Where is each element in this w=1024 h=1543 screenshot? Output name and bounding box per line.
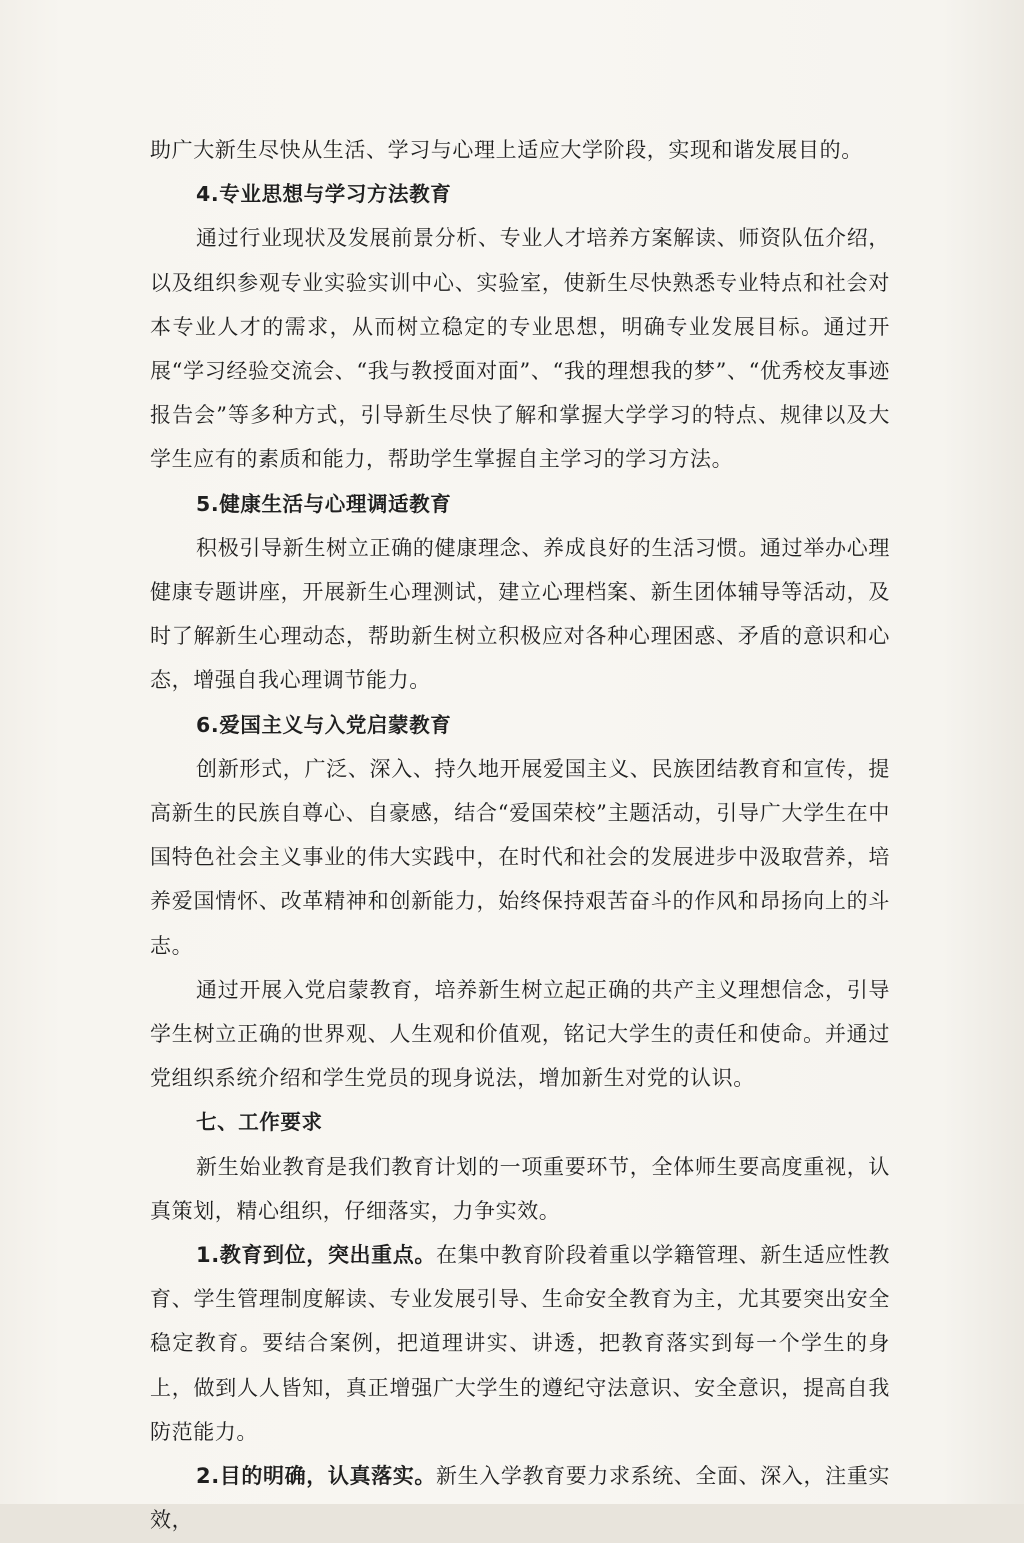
requirement-2-text: 新生入学教育要力求系统、全面、深入，注重实效， [150,1464,890,1533]
paragraph-requirement-1 [150,1233,890,1454]
section-heading-5: 5.健康生活与心理调适教育 [196,491,452,516]
requirement-1-text: 在集中教育阶段着重以学籍管理、新生适应性教育、学生管理制度解读、专业发展引导、生命安全教育为主，尤其要突出安全稳定教育。要结合案例，把道理讲实、讲透，把教育落实到每一个学生的身上，做到人人皆知，真正增强广大学生的遵纪守法意识、安全意识，提高自我防范能力。 [150,1243,890,1444]
document-body [150,128,890,1543]
requirement-2-lead: 2.目的明确，认真落实。 [196,1464,436,1489]
section-heading-6: 6.爱国主义与入党启蒙教育 [196,712,452,737]
section-heading-4: 4.专业思想与学习方法教育 [196,182,452,207]
paragraph-continuation: 助广大新生尽快从生活、学习与心理上适应大学阶段，实现和谐发展目的。 [150,138,863,162]
paragraph-professional-education: 通过行业现状及发展前景分析、专业人才培养方案解读、师资队伍介绍，以及组织参观专业实验实训中心、实验室，使新生尽快熟悉专业特点和社会对本专业人才的需求，从而树立稳定的专业思想，明确专业发展目标。通过开展“学习经验交流会、“我与教授面对面”、“我的理想我的梦”、“优秀校友事迹报告会”等多种方式，引导新生尽快了解和掌握大学学习的特点、规律以及大学生应有的素质和能力，帮助学生掌握自主学习的学习方法。 [150,226,890,472]
paragraph-patriotism-education: 创新形式，广泛、深入、持久地开展爱国主义、民族团结教育和宣传，提高新生的民族自尊心、自豪感，结合“爱国荣校”主题活动，引导广大学生在中国特色社会主义事业的伟大实践中，在时代和社会的发展进步中汲取营养，培养爱国情怀、改革精神和创新能力，始终保持艰苦奋斗的作风和昂扬向上的斗志。 [150,756,890,958]
paragraph-party-education: 通过开展入党启蒙教育，培养新生树立起正确的共产主义理想信念，引导学生树立正确的世界观、人生观和价值观，铭记大学生的责任和使命。并通过党组织系统介绍和学生党员的现身说法，增加新生对党的认识。 [150,977,890,1091]
paragraph-work-requirements: 新生始业教育是我们教育计划的一项重要环节，全体师生要高度重视，认真策划，精心组织，仔细落实，力争实效。 [150,1154,890,1223]
section-heading-7: 七、工作要求 [196,1110,323,1135]
paragraph-health-education: 积极引导新生树立正确的健康理念、养成良好的生活习惯。通过举办心理健康专题讲座，开展新生心理测试，建立心理档案、新生团体辅导等活动，及时了解新生心理动态，帮助新生树立积极应对各种心理困惑、矛盾的意识和心态，增强自我心理调节能力。 [150,535,890,693]
paragraph-requirement-2 [150,1454,890,1542]
requirement-1-lead: 1.教育到位，突出重点。 [196,1243,436,1268]
